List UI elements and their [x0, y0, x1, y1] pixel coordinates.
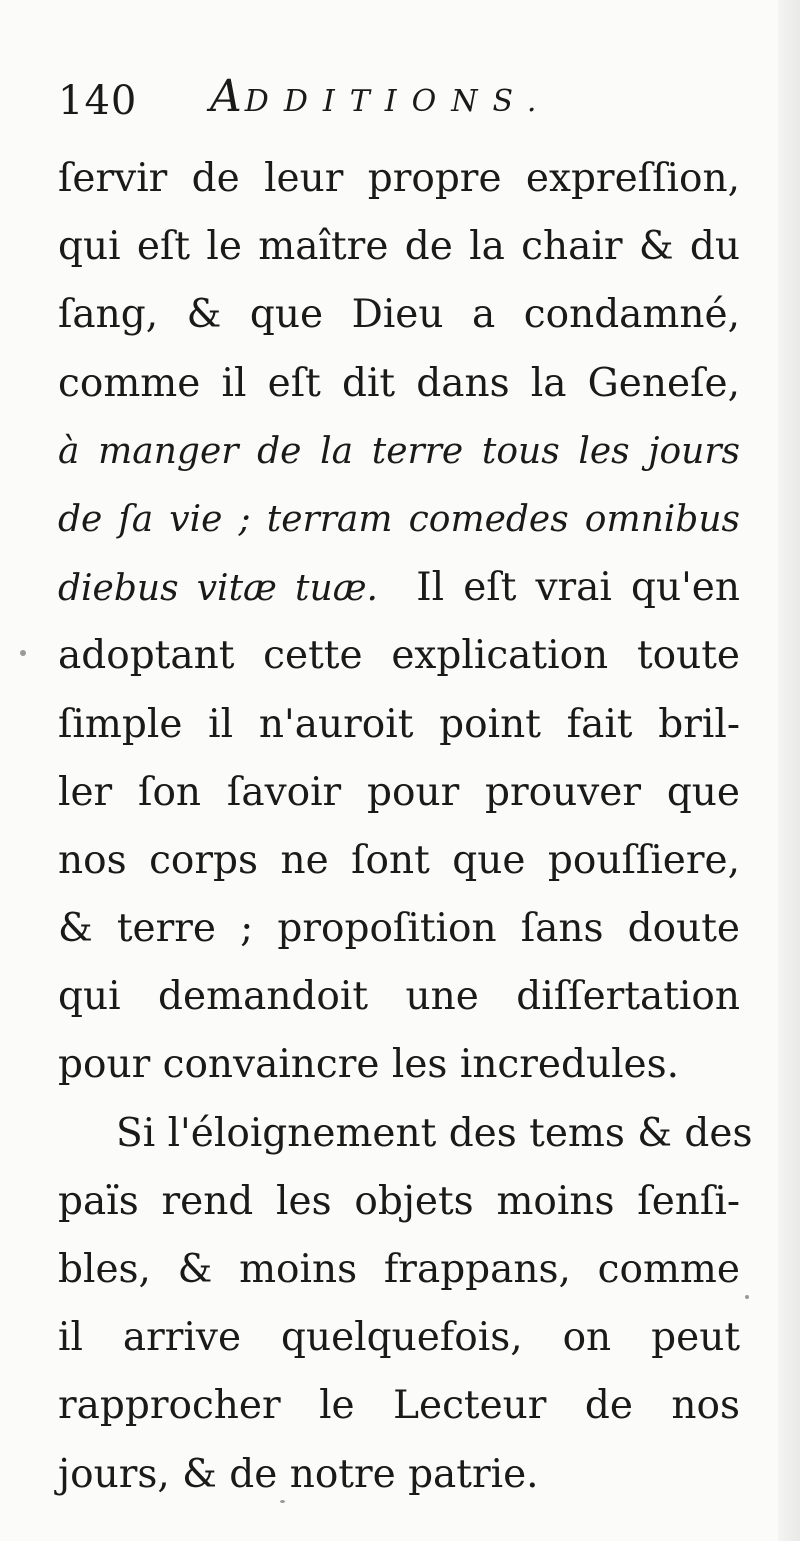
- text-line: il arrive quelquefois, on peut: [58, 1315, 740, 1361]
- text-line: rapprocher le Lecteur de nos: [58, 1383, 740, 1429]
- paragraph-start-line: Si l'éloignement des tems & des: [116, 1110, 753, 1156]
- text-line: ſimple il n'auroit point fait bril-: [58, 701, 740, 747]
- paper-speck: [745, 1295, 749, 1299]
- page-header: [58, 66, 758, 136]
- text-line: ſang, & que Dieu a condamné,: [58, 292, 740, 338]
- body-text: [58, 145, 753, 1509]
- text-line: comme il eſt dit dans la Geneſe,: [58, 360, 740, 406]
- paper-speck: [20, 650, 26, 656]
- latin-quote-end: diebus vitæ tuæ.: [58, 568, 378, 610]
- text-line: bles, & moins frappans, comme: [58, 1247, 740, 1292]
- page-edge-shadow: [778, 0, 800, 1541]
- text-line: nos corps ne ſont que pouſſiere,: [58, 837, 740, 883]
- running-head-rest: DDITIONS.: [244, 84, 552, 119]
- text-line: ſervir de leur propre expreſſion,: [58, 156, 740, 201]
- text-line: païs rend les objets moins ſenſi-: [58, 1178, 740, 1224]
- page-number: 140: [58, 78, 138, 124]
- text-line: ler ſon ſavoir pour prouver que: [58, 769, 740, 815]
- paragraph-end-line: jours, & de notre patrie.: [58, 1451, 539, 1497]
- text-fragment: Il eſt vrai qu'en: [416, 565, 740, 611]
- text-line-italic: de ſa vie ; terram comedes omnibus: [58, 498, 740, 540]
- paragraph-end-line: pour convaincre les incredules.: [58, 1042, 680, 1088]
- text-line: & terre ; propoſition ſans doute: [58, 906, 740, 952]
- text-line: qui eſt le maître de la chair & du: [58, 224, 740, 270]
- text-line-italic: à manger de la terre tous les jours: [58, 430, 740, 472]
- running-head-initial: A: [210, 71, 245, 122]
- running-head: [210, 68, 551, 131]
- text-line: adoptant cette explication toute: [58, 633, 740, 679]
- text-line: qui demandoit une diſſertation: [58, 974, 740, 1020]
- text-line-mixed: [58, 554, 740, 622]
